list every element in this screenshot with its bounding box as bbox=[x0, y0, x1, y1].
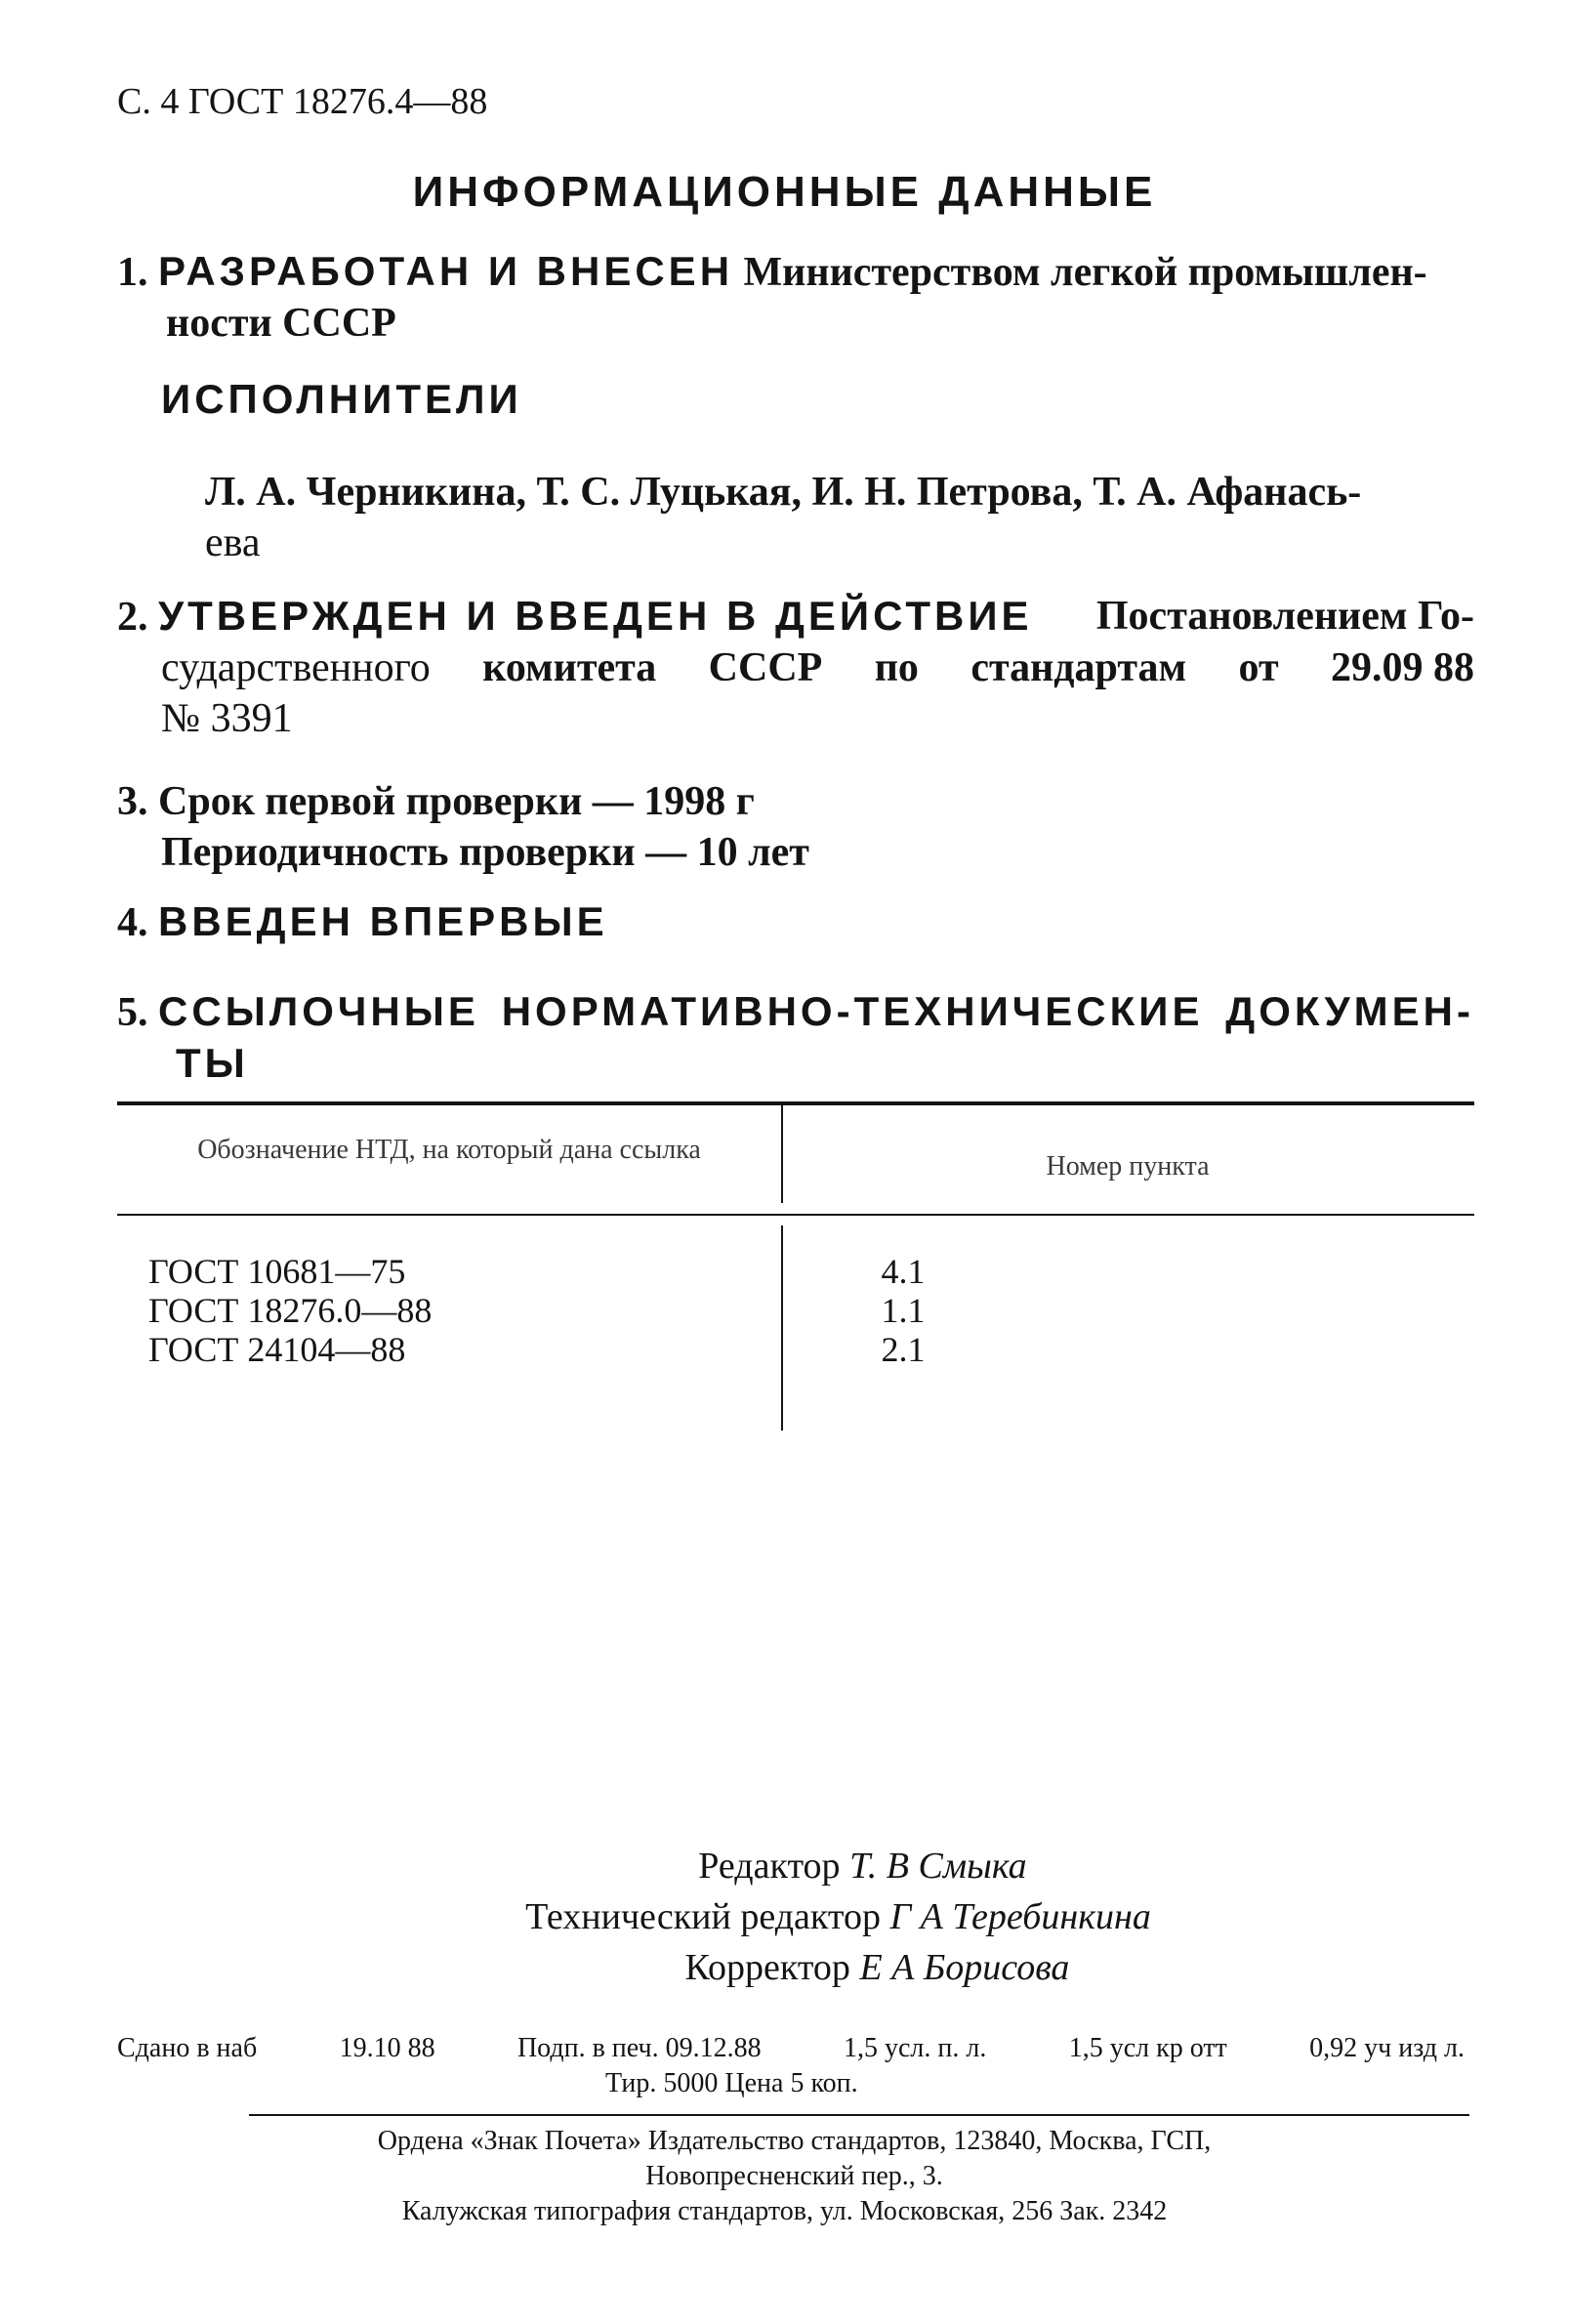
table-doc-column bbox=[148, 1252, 432, 1369]
table-header-divider bbox=[781, 1105, 783, 1203]
publisher-line-2: Новопресненский пер., 3. bbox=[645, 2161, 943, 2191]
footer-rule bbox=[249, 2114, 1469, 2116]
publisher-line-3: Калужская типография стандартов, ул. Московская, 256 Зак. 2342 bbox=[401, 2196, 1168, 2226]
performers-line-1: Л. А. Черникина, Т. С. Луцькая, И. Н. Петрова, Т. А. Афанась- bbox=[205, 470, 1362, 515]
item-5 bbox=[117, 986, 1474, 1089]
table-header-rule bbox=[117, 1214, 1474, 1216]
table-header-doc: Обозначение НТД, на который дана ссылка bbox=[197, 1135, 701, 1165]
item-5-number: 5. bbox=[117, 990, 148, 1035]
performers-names bbox=[205, 467, 1474, 568]
printing-field: 1,5 усл кр отт bbox=[1068, 2033, 1227, 2063]
item-5-word: ССЫЛОЧНЫЕ bbox=[158, 988, 479, 1034]
item-2-word: стандартам bbox=[970, 645, 1187, 690]
item-2-decree-number: № 3391 bbox=[161, 696, 293, 741]
table-top-rule bbox=[117, 1101, 1474, 1105]
item-2-number: 2. bbox=[117, 595, 148, 640]
item-2-word: комитета bbox=[482, 645, 657, 690]
credit-tech-label: Технический редактор bbox=[525, 1896, 881, 1937]
credit-editor-label: Редактор bbox=[698, 1846, 841, 1887]
item-2-word: сударственного bbox=[161, 645, 431, 690]
table-cell-doc: ГОСТ 18276.0—88 bbox=[148, 1291, 433, 1330]
item-2 bbox=[117, 591, 1474, 744]
item-3-line-2: Периодичность проверки — 10 лет bbox=[161, 830, 809, 875]
credit-editor bbox=[0, 1841, 1569, 1891]
performers-heading: ИСПОЛНИТЕЛИ bbox=[161, 376, 522, 422]
table-cell-point: 4.1 bbox=[881, 1252, 926, 1291]
item-2-lead: УТВЕРЖДЕН И ВВЕДЕН В ДЕЙСТВИЕ bbox=[158, 593, 1033, 639]
item-4-number: 4. bbox=[117, 900, 148, 945]
item-4-text: ВВЕДЕН ВПЕРВЫЕ bbox=[158, 898, 608, 944]
credit-corrector-name: Е А Борисова bbox=[859, 1947, 1070, 1988]
item-5-line-2: ТЫ bbox=[176, 1040, 249, 1086]
printing-field: 0,92 уч изд л. bbox=[1309, 2033, 1465, 2063]
table-cell-doc: ГОСТ 24104—88 bbox=[148, 1330, 406, 1369]
item-1 bbox=[117, 246, 1474, 349]
credit-editor-name: Т. В Смыка bbox=[849, 1846, 1027, 1887]
item-2-text-1: Постановлением Го- bbox=[1095, 594, 1474, 639]
item-2-word: 29.09 88 bbox=[1330, 645, 1474, 690]
item-1-text: Министерством легкой промышлен- bbox=[743, 250, 1427, 295]
performers-line-2: ева bbox=[205, 520, 261, 565]
table-header-point: Номер пункта bbox=[1046, 1151, 1210, 1182]
section-title: ИНФОРМАЦИОННЫЕ ДАННЫЕ bbox=[412, 168, 1157, 216]
item-5-word: ДОКУМЕН- bbox=[1225, 988, 1474, 1034]
table-point-column bbox=[859, 1252, 947, 1369]
table-cell-point: 2.1 bbox=[881, 1330, 926, 1369]
table-cell-point: 1.1 bbox=[881, 1291, 926, 1330]
item-2-word: от bbox=[1238, 645, 1279, 690]
item-3-number: 3. bbox=[117, 779, 148, 824]
publisher-line-1: Ордена «Знак Почета» Издательство стандартов, 123840, Москва, ГСП, bbox=[377, 2126, 1212, 2156]
item-2-word: СССР bbox=[708, 645, 823, 690]
item-3 bbox=[117, 776, 809, 878]
publisher-info bbox=[0, 2124, 1569, 2229]
printing-info bbox=[117, 2031, 1465, 2101]
credit-tech-name: Г А Теребинкина bbox=[889, 1896, 1151, 1937]
item-3-line-1: Срок первой проверки — 1998 г bbox=[158, 779, 755, 824]
credit-corrector bbox=[0, 1942, 1569, 1993]
item-1-number: 1. bbox=[117, 250, 148, 295]
table-cell-doc: ГОСТ 10681—75 bbox=[148, 1252, 406, 1291]
item-5-word: НОРМАТИВНО-ТЕХНИЧЕСКИЕ bbox=[501, 988, 1204, 1034]
printing-run: Тир. 5000 Цена 5 коп. bbox=[605, 2068, 858, 2098]
item-1-text-cont: ности СССР bbox=[166, 301, 396, 346]
printing-field: 19.10 88 bbox=[339, 2033, 435, 2063]
table-body-divider bbox=[781, 1225, 783, 1431]
credits-block bbox=[0, 1841, 1569, 1993]
printing-field: Подп. в печ. 09.12.88 bbox=[516, 2033, 762, 2063]
credit-corrector-label: Корректор bbox=[684, 1947, 850, 1988]
credit-tech-editor bbox=[0, 1891, 1569, 1942]
page-header: С. 4 ГОСТ 18276.4—88 bbox=[117, 81, 488, 122]
item-2-word: по bbox=[874, 645, 919, 690]
item-1-lead: РАЗРАБОТАН И ВНЕСЕН bbox=[158, 248, 734, 294]
item-4 bbox=[117, 896, 608, 948]
printing-field: 1,5 усл. п. л. bbox=[843, 2033, 987, 2063]
printing-field: Сдано в наб bbox=[117, 2033, 258, 2063]
